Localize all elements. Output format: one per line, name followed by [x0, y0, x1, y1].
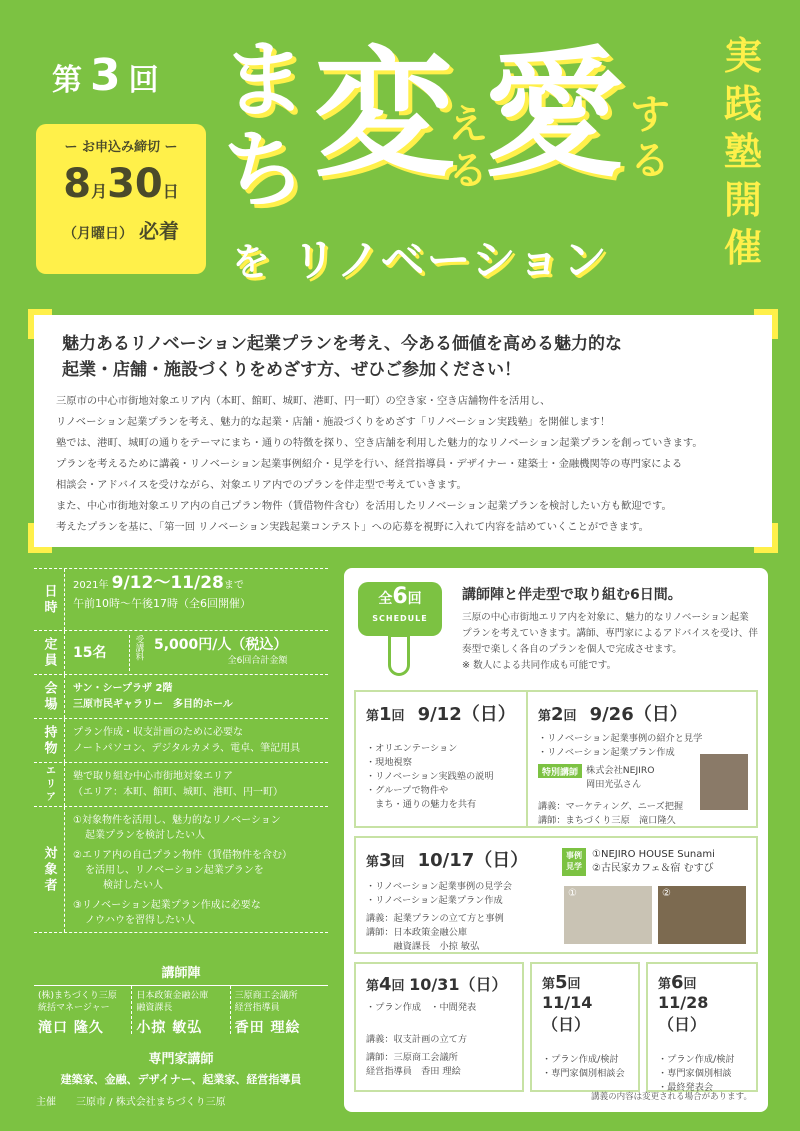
info-body — [64, 631, 328, 674]
info-body — [64, 763, 328, 806]
session-card-3 — [354, 836, 758, 954]
lecturer-org: 日本政策金融公庫 — [136, 991, 209, 1001]
fee-note: 全6回合計金額 — [227, 655, 288, 666]
session-pre: 第 — [542, 977, 556, 992]
case-tag — [562, 848, 586, 876]
session-item: ・最終発表会 — [658, 1082, 714, 1093]
session-pre: 第 — [366, 855, 380, 870]
session-post: 回 — [683, 977, 697, 992]
info-table — [34, 568, 328, 966]
session-post: 回 — [391, 979, 405, 994]
date-time: 午前10時～午後17時（全6回開催） — [73, 597, 251, 610]
session-item: ・専門家個別相談 — [658, 1068, 732, 1079]
lecture-line: 講師：まちづくり三原 滝口隆久 — [538, 815, 676, 826]
venue-line: 三原市民ギャラリー 多目的ホール — [73, 699, 233, 710]
lecturer-name: 香田 理絵 — [234, 1020, 301, 1036]
lecture-line: 融資課長 小掠 敏弘 — [366, 941, 480, 952]
deadline-day-unit: 日 — [162, 182, 179, 201]
session-item: ・リノベーション起業事例の紹介と見学 — [538, 733, 703, 744]
info-row-date — [34, 569, 328, 631]
lecturer-role: 融資課長 — [136, 1003, 173, 1013]
session-item: ・リノベーション起業事例の見学会 — [366, 881, 512, 892]
schedule-badge — [358, 582, 442, 636]
deadline-arrive: 必着 — [139, 219, 179, 243]
date-made: まで — [223, 580, 244, 591]
experts-title: 専門家講師 — [148, 1052, 214, 1067]
title-kae: 変 — [314, 34, 455, 197]
jissen-char: 催 — [723, 226, 762, 270]
guest-line: 岡田光弘さん — [586, 779, 642, 790]
date-year: 2021年 — [73, 580, 109, 591]
session-date: 10/17（日） — [417, 850, 529, 871]
lecture-line: 講師：日本政策金融公庫 — [366, 927, 468, 938]
case-photo-1 — [564, 886, 652, 944]
lecturer-role: 経営指導員 — [234, 1003, 280, 1013]
session-item: ・現地視察 — [366, 757, 412, 768]
session-items — [658, 1053, 746, 1095]
session-date: 9/12（日） — [417, 704, 516, 725]
session-pre: 第 — [538, 709, 552, 724]
experts-section — [34, 1048, 328, 1087]
session-item: ・プラン作成/検討 — [658, 1054, 735, 1065]
lecture-line: 講義：収支計画の立て方 — [366, 1034, 468, 1045]
intro-body — [56, 391, 703, 538]
jissen-char: 実 — [723, 34, 762, 78]
badge-sub: SCHEDULE — [372, 614, 428, 623]
lecturer-card — [132, 986, 230, 1034]
photo-number: ① — [568, 888, 577, 899]
experts-list: 建築家、金融、デザイナー、起業家、経営指導員 — [60, 1073, 302, 1086]
round-number: 3 — [90, 50, 123, 101]
info-head: 持物 — [41, 724, 57, 757]
title-ai: 愛 — [484, 34, 625, 197]
badge-post: 回 — [407, 591, 422, 607]
fee-head: 受講料 — [129, 635, 148, 671]
session-date: 10/31（日） — [409, 975, 508, 994]
lecture-line: 講師：三原商工会議所 — [366, 1052, 458, 1063]
deadline-label: ー お申込み締切 ー — [64, 140, 178, 155]
info-head: 日時 — [41, 583, 57, 616]
schedule-desc-text: 三原の中心市街地エリア内を対象に、魅力的なリノベーション起業プランを考えていきます。講師、専門家によるアドバイスを受け、伴奏型で楽しく各自のプランを個人で完成させます。 — [462, 612, 758, 655]
info-row-venue — [34, 675, 328, 719]
session-post: 回 — [391, 709, 405, 724]
lecturer-name: 滝口 隆久 — [38, 1020, 104, 1036]
session-items — [542, 1053, 628, 1081]
session-pre: 第 — [366, 979, 380, 994]
deadline-month: 8 — [63, 161, 92, 207]
lecture-line: 経営指導員 香田 理絵 — [366, 1066, 461, 1077]
schedule-panel — [344, 568, 768, 1112]
session-post: 回 — [563, 709, 577, 724]
deadline-day: 30 — [107, 161, 163, 207]
title-chi: ち — [222, 121, 307, 219]
target-line: ③リノベーション起業プラン作成に必要な — [73, 900, 261, 911]
title-renovation: リノベーション — [292, 235, 609, 286]
session-card-5 — [530, 962, 640, 1092]
info-head: 対象者 — [41, 845, 57, 894]
venue-line: サン・シープラザ 2階 — [73, 683, 173, 694]
session-item: ・リノベーション実践塾の説明 — [366, 771, 494, 782]
session-pre: 第 — [366, 709, 380, 724]
bracket-decoration — [28, 309, 52, 339]
session-date: 11/14（日） — [542, 993, 593, 1034]
info-body — [64, 675, 328, 718]
session-num: 3 — [379, 850, 392, 871]
lecture-line: 講義：マーケティング、ニーズ把握 — [538, 801, 684, 812]
info-row-area — [34, 763, 328, 807]
info-row-items — [34, 719, 328, 763]
lecturer-org: (株)まちづくり三原 — [38, 991, 117, 1001]
session-items — [366, 1001, 512, 1015]
session-date: 9/26（日） — [589, 704, 688, 725]
round-title — [52, 50, 161, 101]
schedule-note: 講義の内容は変更される場合があります。 — [591, 1092, 752, 1102]
info-row-target — [34, 807, 328, 933]
lecturers-grid — [34, 985, 328, 1034]
lecturers-title: 講師陣 — [161, 966, 201, 981]
session-item: ・プラン作成/検討 — [542, 1054, 619, 1065]
round-pre: 第 — [52, 63, 84, 98]
host-line: 主催 三原市 / 株式会社まちづくり三原 — [36, 1097, 226, 1108]
target-line: ①対象物件を活用し、魅力的なリノベーション — [73, 815, 281, 826]
target-line: 検討したい人 — [103, 880, 163, 891]
session-lecture — [366, 1033, 512, 1079]
session-num: 2 — [551, 704, 564, 725]
capacity-value: 15名 — [73, 644, 107, 661]
photo-number: ② — [662, 888, 671, 899]
session-num: 1 — [379, 704, 392, 725]
bracket-decoration — [754, 309, 778, 339]
session-header — [366, 700, 536, 726]
lecturer-org: 三原商工会議所 — [234, 991, 298, 1001]
session-card-1 — [354, 690, 548, 828]
lecturer-card — [231, 986, 328, 1034]
intro-headline — [62, 331, 622, 383]
lecturer-name: 小掠 敏弘 — [136, 1020, 203, 1036]
intro-line: リノベーション起業プランを考え、魅力的な起業・店舗・施設づくりをめざす「リノベーション実践塾」を開催します！ — [56, 416, 611, 428]
fee-value: 5,000円/人（税込） — [154, 636, 288, 653]
session-header — [542, 972, 628, 993]
intro-line: また、中心市街地対象エリア内の自己プラン物件（賃借物件含む）を活用したリノベーション起業プランを検討したい方も歓迎です。 — [56, 500, 672, 512]
badge-stem-decoration — [388, 634, 410, 676]
target-line: ②エリア内の自己プラン物件（賃借物件を含む） — [73, 850, 292, 861]
case-tag-line: 見学 — [566, 862, 582, 871]
bracket-decoration — [28, 523, 52, 553]
intro-box — [34, 315, 772, 547]
intro-line: プランを考えるために講義・リノベーション起業事例紹介・見学を行い、経営指導員・デザイナー・建築士・金融機関等の専門家による — [56, 458, 683, 470]
bracket-decoration — [754, 523, 778, 553]
case-tag-line: 事例 — [566, 851, 582, 860]
items-line: ノートパソコン、デジタルカメラ、電卓、筆記用具 — [73, 743, 301, 754]
title-eru: える — [448, 102, 488, 194]
items-line: プラン作成・収支計画のために必要な — [73, 727, 243, 738]
lecturer-role: 統括マネージャー — [38, 1003, 110, 1013]
case-item: ①NEJIRO HOUSE Sunami — [592, 849, 715, 860]
session-item: ・リノベーション起業プラン作成 — [366, 895, 503, 906]
deadline-month-unit: 月 — [91, 182, 108, 201]
session-header — [658, 972, 746, 993]
session-item: ・グループで物件や — [366, 785, 449, 796]
schedule-desc — [462, 610, 758, 674]
area-line: 塾で取り組む中心市街地対象エリア — [73, 771, 233, 782]
target-line: ノウハウを習得したい人 — [85, 915, 195, 926]
session-item: ・リノベーション起業プラン作成 — [538, 747, 675, 758]
intro-headline-line: 起業・店舗・施設づくりをめざす方、ぜひご参加ください！ — [62, 360, 521, 380]
case-list — [592, 848, 715, 876]
session-card-6 — [646, 962, 758, 1092]
session-item: ・オリエンテーション — [366, 743, 458, 754]
intro-line: 三原市の中心市街地対象エリア内（本町、館町、城町、港町、円一町）の空き家・空き店舗物件を活用し、 — [56, 395, 551, 407]
guest-info — [586, 764, 654, 792]
jissen-char: 塾 — [723, 130, 762, 174]
jissen-char: 践 — [723, 82, 762, 126]
session-header — [366, 972, 512, 995]
session-pre: 第 — [658, 977, 672, 992]
session-card-2 — [526, 690, 758, 828]
jissen-vertical — [716, 32, 770, 272]
date-range: 9/12～11/28 — [111, 573, 224, 593]
session-card-4 — [354, 962, 524, 1092]
subtitle-renovation — [232, 224, 609, 288]
intro-headline-line: 魅力あるリノベーション起業プランを考え、今ある価値を高める魅力的な — [62, 334, 622, 354]
lecturer-photo — [700, 754, 748, 810]
jissen-char: 開 — [723, 178, 762, 222]
special-lecturer-tag: 特別講師 — [538, 764, 582, 778]
main-title — [222, 31, 722, 219]
session-items — [366, 742, 536, 812]
deadline-date — [36, 161, 206, 215]
case-study — [562, 848, 715, 876]
case-photo-2 — [658, 886, 746, 944]
badge-num: 6 — [392, 584, 408, 609]
schedule-desc-note: ※ 数人による共同作成も可能です。 — [462, 660, 617, 671]
session-item: まち・通りの魅力を共有 — [366, 799, 477, 810]
lecture-line: 講義：起業プランの立て方と事例 — [366, 913, 504, 924]
guest-line: 株式会社NEJIRO — [586, 765, 655, 776]
info-head: 会場 — [41, 680, 57, 713]
intro-line: 塾では、港町、城町の通りをテーマにまち・通りの特徴を探り、空き店舗を利用した魅力的なリノベーション起業プランを創っていきます。 — [56, 437, 703, 449]
lecturers-section — [34, 962, 328, 1034]
info-head: 定員 — [41, 636, 57, 669]
session-num: 5 — [555, 972, 568, 993]
target-line: を活用し、リノベーション起業プランを — [85, 865, 264, 876]
info-row-capacity — [34, 631, 328, 675]
round-post: 回 — [128, 63, 161, 98]
session-header — [538, 700, 746, 726]
info-head: エリア — [43, 765, 55, 804]
session-item: ・プラン作成 ・中間発表 — [366, 1002, 477, 1013]
schedule-heading: 講師陣と伴走型で取り組む6日間。 — [462, 587, 682, 603]
deadline-weekday: （月曜日） — [63, 226, 133, 242]
session-post: 回 — [391, 855, 405, 870]
title-wo: を — [232, 240, 273, 284]
session-date: 11/28（日） — [658, 993, 709, 1034]
title-suru: する — [630, 92, 670, 184]
info-body — [64, 807, 328, 932]
info-body — [64, 569, 328, 630]
lecturer-card — [34, 986, 132, 1034]
session-num: 4 — [379, 974, 392, 995]
intro-line: 相談会・アドバイスを受けながら、対象エリア内でのプランを伴走型で考えていきます。 — [56, 479, 467, 491]
badge-pre: 全 — [378, 591, 393, 607]
deadline-box — [36, 124, 206, 274]
session-item: ・専門家個別相談会 — [542, 1068, 625, 1079]
title-ma: ま — [222, 31, 307, 129]
session-num: 6 — [671, 972, 684, 993]
target-line: 起業プランを検討したい人 — [85, 830, 205, 841]
session-post: 回 — [567, 977, 581, 992]
info-body — [64, 719, 328, 762]
intro-line: 考えたプランを基に、「第一回 リノベーション実践起業コンテスト」への応募を視野に入れて内容を詰めていくことができます。 — [56, 521, 649, 533]
case-item: ②古民家カフェ＆宿 むすび — [592, 863, 714, 874]
area-line: （エリア：本町、館町、城町、港町、円一町） — [73, 787, 283, 798]
